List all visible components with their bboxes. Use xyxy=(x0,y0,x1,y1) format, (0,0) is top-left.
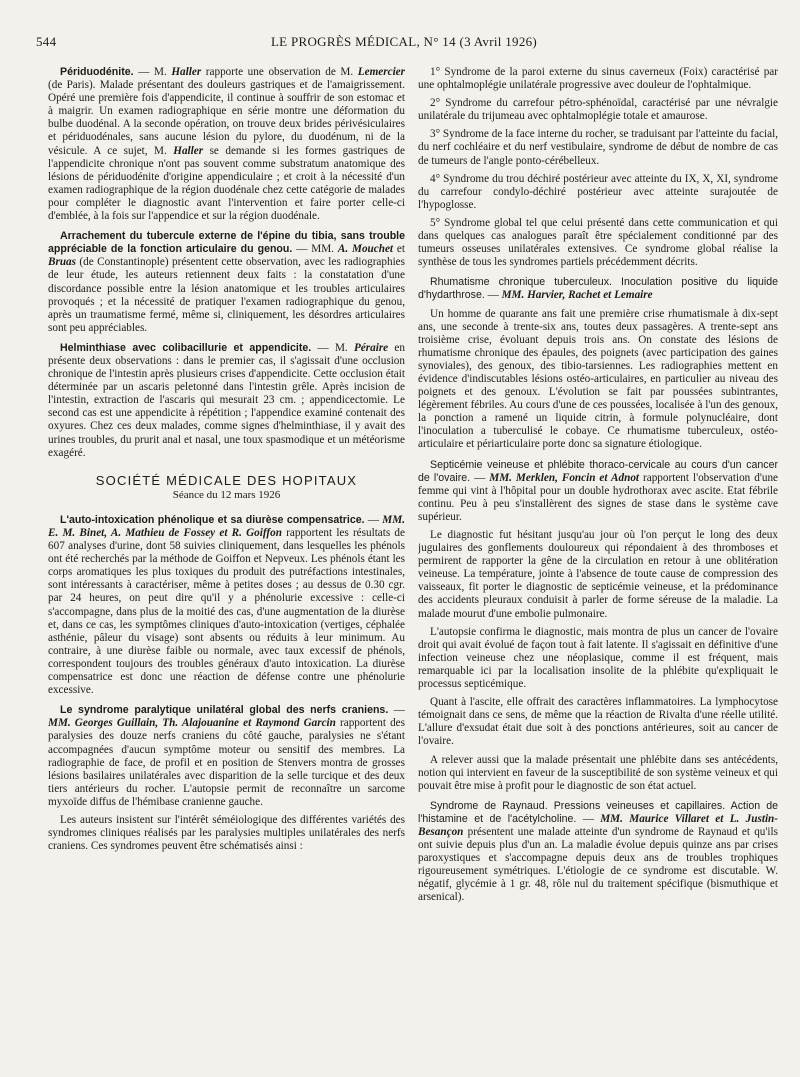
syndrome-list-item: 5° Syndrome global tel que celui présenté dans cette communication et qui dans quelques cas analogues paraît être spécialement conditionné par des tumeurs osseuses unilatérales extensives. Ce syndrome global réalise la synthèse de tous les syndromes partiels précédemment décrits. xyxy=(418,216,778,269)
article-heading: Helminthiase avec colibacillurie et appendicite. xyxy=(60,341,312,354)
article-heading: Rhumatisme chronique tuberculeux. Inoculation positive du liquide d'hydarthrose. xyxy=(418,276,778,302)
article-auto-intoxication: L'auto-intoxication phénolique et sa diurèse compensatrice. — MM. E. M. Binet, A. Mathieu de Fossey et R. Goiffon rapportent les résultats de 607 analyses d'urine, dont 58 suivies cliniquement, dans lesquelles les phénols ont été recherchés par la méthode de Goiffon et Nepveux. Les phénols étant les corps aromatiques les plus toxiques du produit des putréfactions intestinales, sont intéressants à caractériser, même à petites doses ; au dessus de 0.30 cgr. par 24 heures, on peut dire qu'il y a phénolurie excessive : celle-ci s'accompagne, dans plus de la moitié des cas, d'une augmentation de la diurèse et, dans ce cas, les symptômes cliniques d'auto-intoxication (vertiges, céphalée asthénie, pâleur du visage) sont absents ou réduits à leur minimum. Au contraire, à une diurèse faible ou normale, avec taux excessif de phénols, correspondent toujours des troubles généraux d'auto intoxication. La diurèse compensatrice est donc une réaction de défense contre une phénolurie excessive. xyxy=(48,513,405,697)
syndrome-list-item: 1° Syndrome de la paroi externe du sinus caverneux (Foix) caractérisé par une ophtalmoplégie unilatérale progressive avec douleur de l'ophtalmique. xyxy=(418,66,778,92)
author-name: Lemercier xyxy=(357,66,405,78)
paragraph: L'autopsie confirma le diagnostic, mais montra de plus un cancer de l'ovaire droit qui avait évolué de façon tout à fait latente. Il s'agissait en définitive d'une infection veineuse chez une néoplasique, comme il est fréquent, mais remarquable ici par la localisation insolite de la phlébite qu'expliquait le processus septicémique. xyxy=(418,625,778,691)
section-title: SOCIÉTÉ MÉDICALE DES HOPITAUX xyxy=(95,472,358,488)
session-date: Séance du 12 mars 1926 xyxy=(172,488,281,501)
syndrome-list-item: 2° Syndrome du carrefour pétro-sphénoïdal, caractérisé par une névralgie unilatérale du trijumeau avec ophtalmoplégie totale et amaurose. xyxy=(418,97,778,123)
article-periduodenite: Périduodénite. — M. Haller rapporte une observation de M. Lemercier (de Paris). Malade présentant des douleurs gastriques et de l'amaigrissement. Opéré une première fois d'appendicite, il continue à souffrir de son estomac et à maigrir. Un examen radiographique en série montre une déformation du bulbe duodénal. A la seconde opération, on trouve deux brides périvésiculaires et périduodénales, sans aucune lésion du pylore, du duodénum, ni de la vésicule. A ce sujet, M. Haller se demande si les formes gastriques de l'appendicite chronique n'ont pas souvent comme substratum anatomique des lésions de périduodénite d'origine appendiculaire ; et croit à la nécessité d'un examen radiographique de la région duodénale chez cette catégorie de malades pour compléter le diagnostic avant l'intervention et faire porter celle-ci d'emblée, à la fois sur l'appendice et sur la région duodénale. xyxy=(48,66,405,223)
paragraph: Les auteurs insistent sur l'intérêt séméiologique des différentes variétés des syndromes cliniques réalisés par les paralysies multiples unilatérales des nerfs craniens. Ces syndromes peuvent être schématisés ainsi : xyxy=(48,813,405,853)
syndrome-list-item: 4° Syndrome du trou déchiré postérieur avec atteinte du IX, X, XI, syndrome du carrefour condylo-déchiré postérieur avec atteinte surajoutée de l'hypoglosse. xyxy=(418,172,778,211)
author-name: MM. Harvier, Rachet et Lemaire xyxy=(501,289,653,302)
article-rhumatisme-heading: Rhumatisme chronique tuberculeux. Inoculation positive du liquide d'hydarthrose. — MM. Harvier, Rachet et Lemaire xyxy=(418,276,778,302)
author-name: MM. Georges Guillain, Th. Alajouanine et Raymond Garcin xyxy=(48,717,336,730)
paragraph: Le diagnostic fut hésitant jusqu'au jour où l'on perçut le long des deux jugulaires des gonflements douloureux qui répondaient à des thromboses et permirent de rapporter la gêne de la circulation en retour à une oblitération veineuse. La température, jointe à l'absence de toute cause de compression des vaisseaux, fit porter le diagnostic de septicémie veineuse, et la prédominance des accidents pleuraux conduisit à parler de forme séreuse de la maladie. La malade mourut d'une embolie pulmonaire. xyxy=(418,529,778,620)
right-column xyxy=(418,66,778,1061)
author-name: A. Mouchet xyxy=(337,243,394,256)
article-heading: L'auto-intoxication phénolique et sa diurèse compensatrice. xyxy=(60,513,365,526)
article-syndrome-paralytique: Le syndrome paralytique unilatéral global des nerfs craniens. — MM. Georges Guillain, Th. Alajouanine et Raymond Garcin rapportent des paralysies des douze nerfs craniens du côté gauche, paralysies ne s'étant accompagnées d'aucun symptôme moteur ou sensitif des membres. La radiographie de face, de profil et en position de Stenvers montra de grosses lésions basilaires unilatérales avec disparition de la selle turcique et des deux tiers antérieurs du rocher. L'autopsie permit de reconnaître un sarcome myxoïde diffus de l'hémibase cranienne gauche. xyxy=(48,704,405,808)
author-name: MM. Merklen, Foncin et Adnot xyxy=(489,471,640,484)
running-header xyxy=(36,34,772,52)
author-name: Haller xyxy=(171,66,202,78)
author-name: Haller xyxy=(173,144,204,157)
left-column xyxy=(48,66,405,1061)
article-raynaud: Syndrome de Raynaud. Pressions veineuses et capillaires. Action de l'histamine et de l'acétylcholine. — MM. Maurice Villaret et L. Justin-Besançon présentent une malade atteinte d'un syndrome de Raynaud et qu'ils ont suivie depuis plus d'un an. La maladie évolue depuis quinze ans par crises paroxystiques et s'accompagne depuis deux ans de troubles trophiques rigoureusement symétriques. L'étiologie de ce syndrome est discutable. W. négatif, glycémie à 1 gr. 48, rôle nul du traitement spécifique (bismuthique et arsenical). xyxy=(418,799,778,904)
paragraph: Un homme de quarante ans fait une première crise rhumatismale à dix-sept ans, une seconde à trente-six ans, toutes deux passagères. A trente-sept ans troisième crise, évoluant depuis trois ans. On constate des lésions de rhumatisme chronique des épaules, des poignets (avec participation des gaines synoviales), des genoux, des tibio-tarsiennes. Les radiographies mettent en évidence d'indiscutables lésions ostéo-articulaires, en particulier au niveau des poignets et des genoux. L'évolution se fait par poussées subintrantes, légèrement fébriles. Au cours d'une de ces poussées, localisée à l'un des genoux, la ponction a ramené un liquide citrin, à formule polynucléaire, dont l'inoculation a tuberculisé le cobaye. Ce rhumatisme tuberculeux, ostéo-articulaire et périarticulaire porte donc sa signature étiologique. xyxy=(418,307,778,451)
article-heading: Le syndrome paralytique unilatéral global des nerfs craniens. xyxy=(60,704,389,717)
article-arrachement: Arrachement du tubercule externe de l'épine du tibia, sans trouble appréciable de la fonction articulaire du genou. — MM. A. Mouchet et Bruas (de Constantinople) présentent cette observation, avec les radiographies de leur étude, les auteurs retiennent deux faits : la constatation d'une discordance possible entre la lésion anatomique et les troubles articulaires provoqués ; et la nécessité de pratiquer l'examen radiographique du genou, après un traumatisme fermé, même si, cliniquement, les désordres articulaires sont peu appréciables. xyxy=(48,230,405,334)
article-heading: Syndrome de Raynaud. Pressions veineuses et capillaires. Action de l'histamine et de l'acétylcholine. xyxy=(418,799,778,825)
author-name: MM. E. M. Binet, A. Mathieu de Fossey et R. Goiffon xyxy=(48,513,405,539)
article-heading: Périduodénite. xyxy=(60,66,134,78)
paragraph: A relever aussi que la malade présentait une phlébite dans ses antécédents, notion qui intervient en faveur de la susceptibilité de son système veineux et qui pouvait être mise à profit pour le diagnostic de son état actuel. xyxy=(418,753,778,792)
page-number: 544 xyxy=(36,34,57,49)
article-septicemie: Septicémie veineuse et phlébite thoraco-cervicale au cours d'un cancer de l'ovaire. — MM. Merklen, Foncin et Adnot rapportent l'observation d'une femme qui vint à l'hôpital pour un double hydrothorax avec ascite. Etat fébrile continu. Peu à peu s'installèrent des signes de stase dans le système cave supérieur. xyxy=(418,458,778,523)
author-name: Péraire xyxy=(353,341,389,354)
article-helminthiase: Helminthiase avec colibacillurie et appendicite. — M. Péraire en présente deux observations : dans le premier cas, il s'agissait d'une occlusion chronique de l'intestin après plusieurs crises d'appendicite. Cette occlusion était déterminée par un ascaris peletonné dans l'intestin grêle. Après incision de l'intestin, extraction de l'ascaris qui mesurait 23 cm. ; appendicectomie. Le second cas est une appendicite à répétition ; l'appendice examiné contenait des oxyures. Chez ces deux malades, comme signes d'helminthiase, il y avait des urines troubles, du prurit anal et nasal, une toux spasmodique et un météorisme exagéré. xyxy=(48,341,405,459)
author-name: MM. Maurice Villaret et L. Justin-Besançon xyxy=(418,812,778,838)
journal-title: LE PROGRÈS MÉDICAL, N° 14 (3 Avril 1926) xyxy=(270,34,538,49)
article-heading: Arrachement du tubercule externe de l'épine du tibia, sans trouble appréciable de la fonction articulaire du genou. xyxy=(48,230,405,256)
syndrome-list-item: 3° Syndrome de la face interne du rocher, se traduisant par l'atteinte du facial, du nerf cochléaire et du nerf vestibulaire, syndrome de début de nombre de cas de tumeurs de l'angle ponto-cérébelleux. xyxy=(418,128,778,167)
author-name: Bruas xyxy=(48,256,76,269)
paragraph: Quant à l'ascite, elle offrait des caractères inflammatoires. La lymphocytose témoignait dans ce sens, de même que la réaction de Rivalta d'une réelle utilité. L'allure d'exsudat était due soit à des ponctions antérieures, soit au cancer de l'ovaire. xyxy=(418,696,778,748)
article-heading: Septicémie veineuse et phlébite thoraco-cervicale au cours d'un cancer de l'ovaire. xyxy=(418,458,778,484)
